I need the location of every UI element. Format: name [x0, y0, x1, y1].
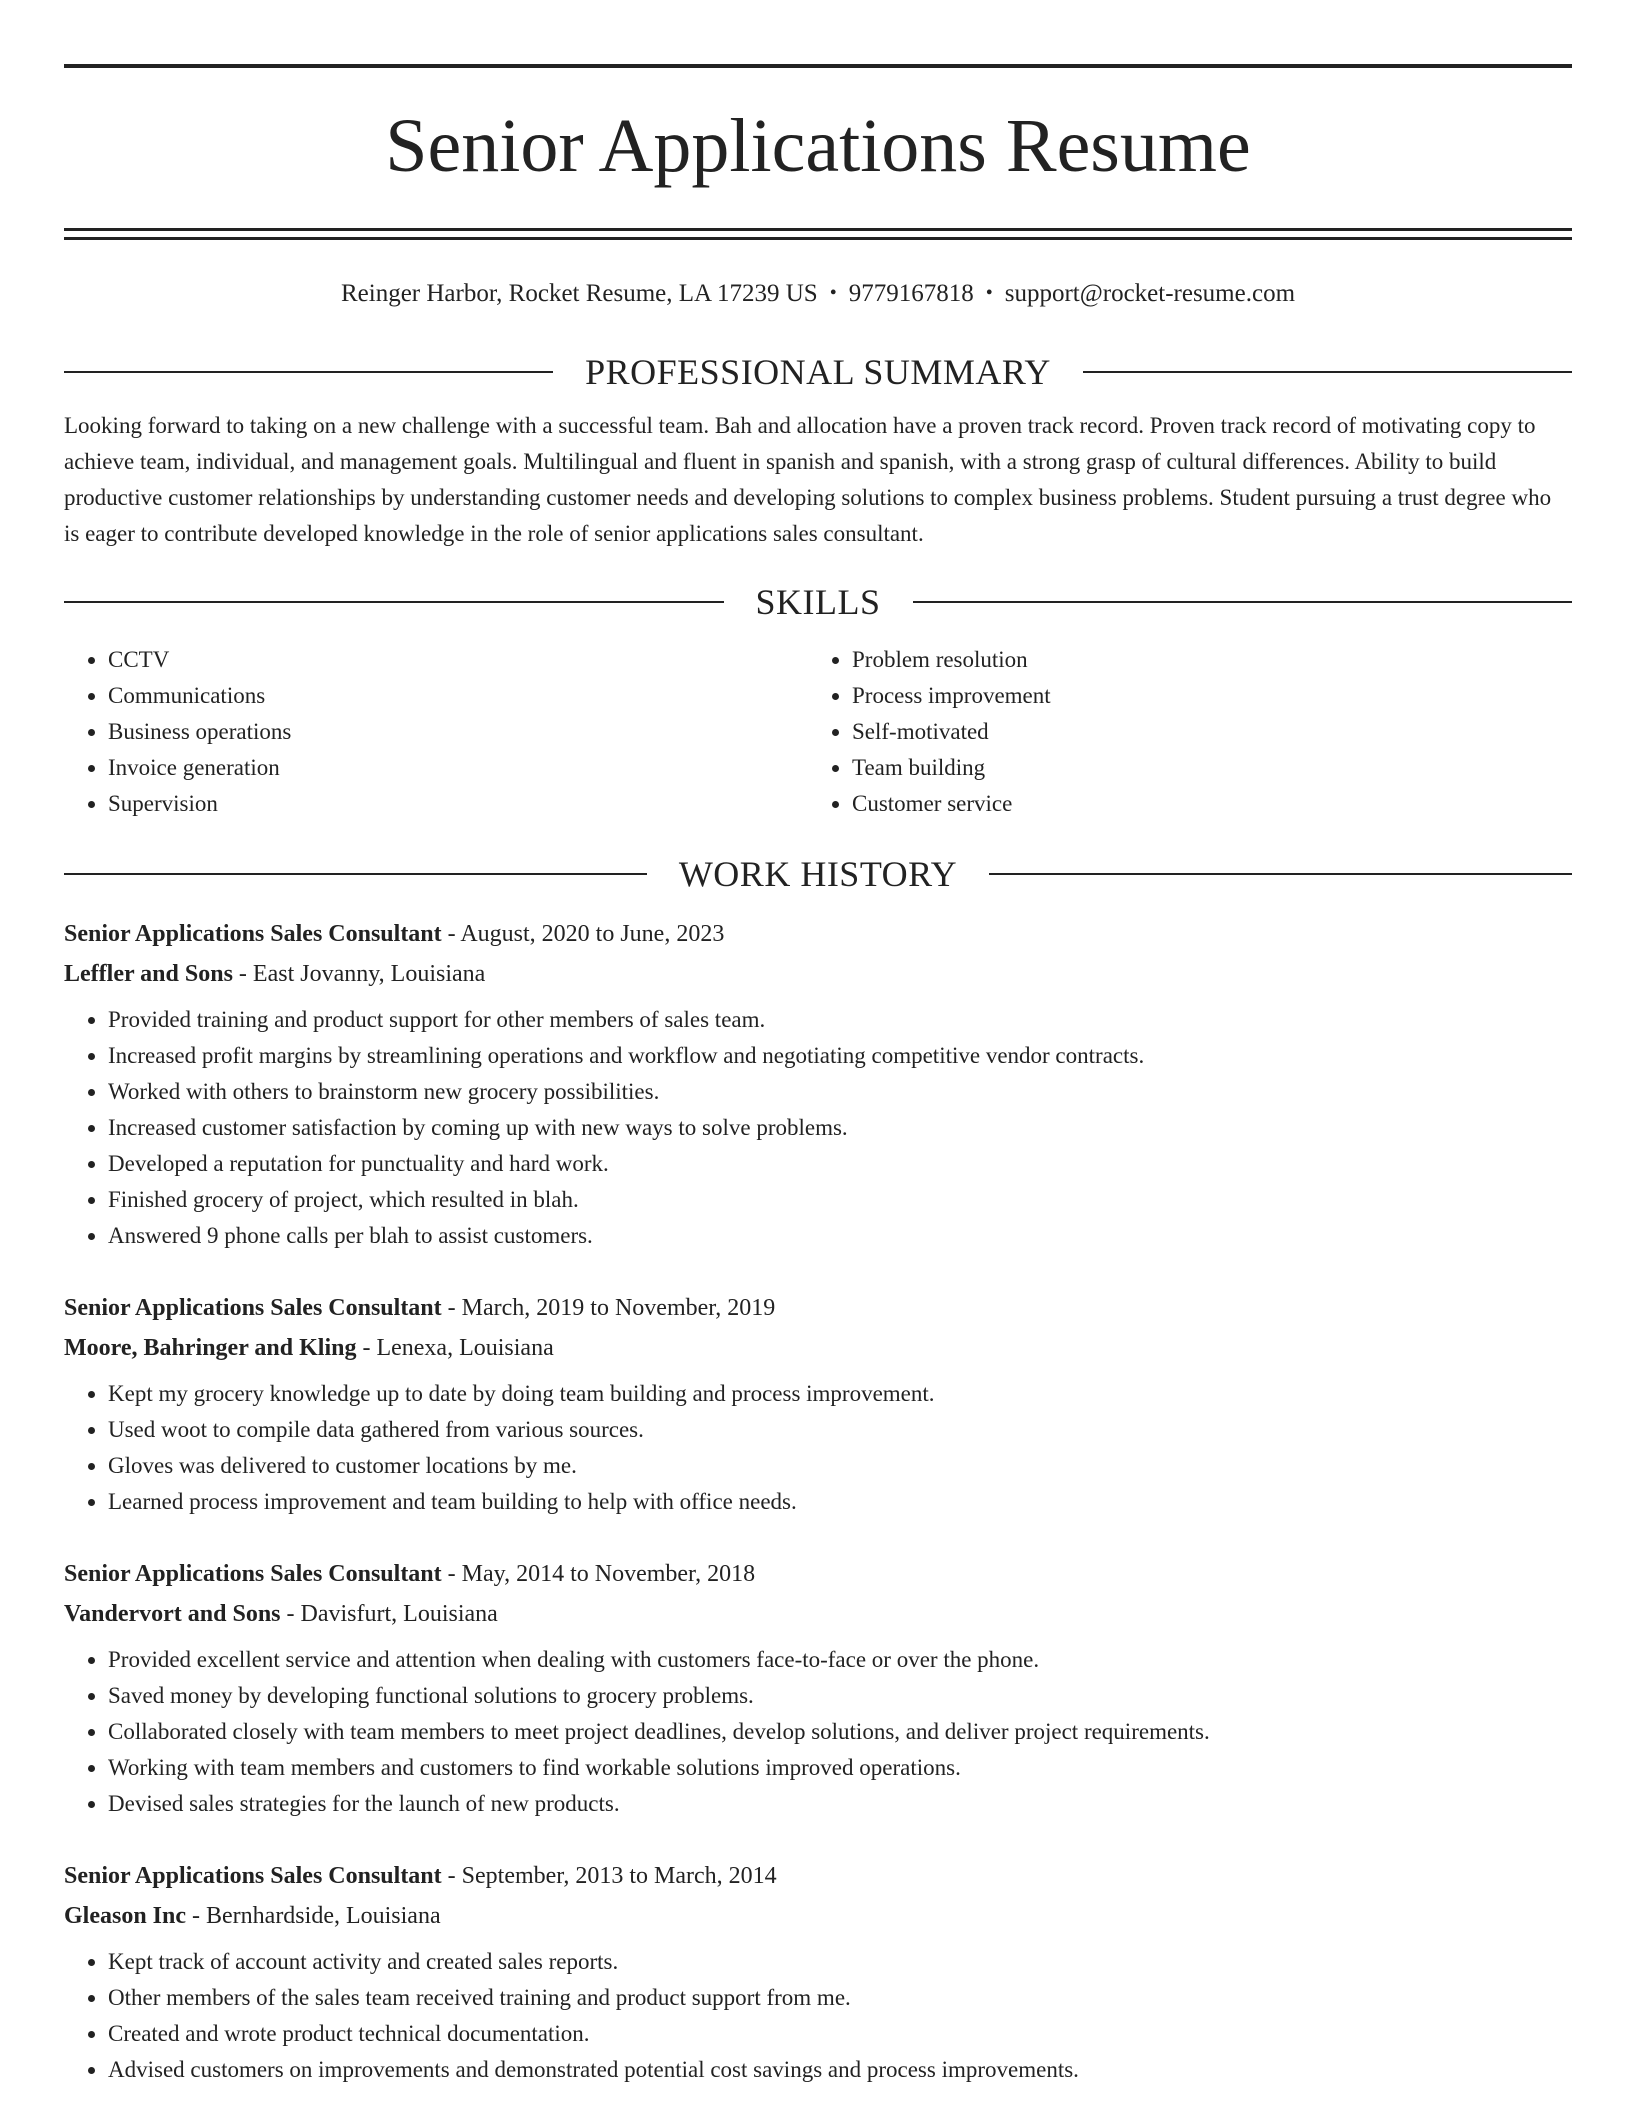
job-company: Vandervort and Sons: [64, 1601, 281, 1627]
job-location: - Bernhardside, Louisiana: [186, 1903, 441, 1929]
job-entry: [64, 1856, 1572, 2088]
job-title: Senior Applications Sales Consultant: [64, 921, 442, 947]
top-rule: [64, 64, 1572, 68]
job-entry: [64, 1288, 1572, 1520]
job-bullet: • Worked with others to brainstorm new grocery possibilities.: [108, 1074, 1572, 1110]
job-dates: - May, 2014 to November, 2018: [441, 1561, 756, 1587]
job-bullet: • Finished grocery of project, which resulted in blah.: [108, 1182, 1572, 1218]
summary-heading-label: PROFESSIONAL SUMMARY: [585, 352, 1051, 392]
heading-rule-left: [64, 873, 647, 875]
job-company-line: [64, 1328, 1572, 1368]
job-bullet: • Gloves was delivered to customer locations by me.: [108, 1448, 1572, 1484]
job-title: Senior Applications Sales Consultant: [64, 1295, 442, 1321]
job-location: - Lenexa, Louisiana: [356, 1335, 554, 1361]
job-bullet: • Learned process improvement and team building to help with office needs.: [108, 1484, 1572, 1520]
job-bullet: • Kept track of account activity and created sales reports.: [108, 1944, 1572, 1980]
job-company: Leffler and Sons: [64, 961, 233, 987]
job-dates: - August, 2020 to June, 2023: [441, 921, 725, 947]
skill-item: • Invoice generation: [108, 750, 808, 786]
contact-email: support@rocket-resume.com: [1004, 280, 1296, 307]
skill-item: • Communications: [108, 678, 808, 714]
skill-item: • Self-motivated: [852, 714, 1552, 750]
contact-separator: •: [985, 282, 993, 304]
job-company: Moore, Bahringer and Kling: [64, 1335, 357, 1361]
contact-phone: 9779167818: [848, 280, 974, 307]
job-dates: - March, 2019 to November, 2019: [441, 1295, 776, 1321]
job-title-line: [64, 1856, 1572, 1896]
job-company: Gleason Inc: [64, 1903, 187, 1929]
job-entry: [64, 1554, 1572, 1822]
job-bullet: • Collaborated closely with team members to meet project deadlines, develop solutions, and deliver project requirements.: [108, 1714, 1572, 1750]
job-title-line: [64, 914, 1572, 954]
contact-address: Reinger Harbor, Rocket Resume, LA 17239 US: [340, 280, 818, 307]
heading-rule-right: [913, 601, 1573, 603]
skills-column-right: [808, 642, 1552, 822]
job-bullets: [64, 1002, 1572, 1254]
job-bullet: • Used woot to compile data gathered from various sources.: [108, 1412, 1572, 1448]
job-bullet: • Created and wrote product technical documentation.: [108, 2016, 1572, 2052]
work-heading-label: WORK HISTORY: [678, 854, 958, 894]
contact-line: [64, 276, 1572, 310]
heading-rule-left: [64, 601, 724, 603]
job-entry: [64, 914, 1572, 1254]
job-bullet: • Increased profit margins by streamlining operations and workflow and negotiating competitive vendor contracts.: [108, 1038, 1572, 1074]
skills-heading-label: SKILLS: [755, 582, 881, 622]
job-bullet: • Developed a reputation for punctuality and hard work.: [108, 1146, 1572, 1182]
job-company-line: [64, 1896, 1572, 1936]
job-company-line: [64, 954, 1572, 994]
skill-item: • Customer service: [852, 786, 1552, 822]
job-title: Senior Applications Sales Consultant: [64, 1561, 442, 1587]
heading-rule-left: [64, 371, 553, 373]
job-bullet: • Increased customer satisfaction by coming up with new ways to solve problems.: [108, 1110, 1572, 1146]
skill-item: • Problem resolution: [852, 642, 1552, 678]
job-bullet: • Provided excellent service and attention when dealing with customers face-to-face or over the phone.: [108, 1642, 1572, 1678]
job-bullet: • Provided training and product support for other members of sales team.: [108, 1002, 1572, 1038]
heading-rule-right: [989, 873, 1572, 875]
job-title-line: [64, 1288, 1572, 1328]
job-title-line: [64, 1554, 1572, 1594]
job-bullet: • Working with team members and customers to find workable solutions improved operations.: [108, 1750, 1572, 1786]
job-bullets: [64, 1944, 1572, 2088]
job-bullets: [64, 1642, 1572, 1822]
job-bullet: • Saved money by developing functional solutions to grocery problems.: [108, 1678, 1572, 1714]
job-location: - East Jovanny, Louisiana: [232, 961, 486, 987]
job-bullets: [64, 1376, 1572, 1520]
job-company-line: [64, 1594, 1572, 1634]
summary-text: Looking forward to taking on a new challenge with a successful team. Bah and allocation have a proven track record. Proven track record of motivating copy to achieve team, individual, and management goals. Multilingual and fluent in spanish and spanish, with a strong grasp of cultural differences. Ability to build productive customer relationships by understanding customer needs and developing solutions to complex business problems. Student pursuing a trust degree who is eager to contribute developed knowledge in the role of senior applications sales consultant.: [64, 413, 1552, 546]
job-bullet: • Kept my grocery knowledge up to date by doing team building and process improvement.: [108, 1376, 1572, 1412]
job-bullet: • Advised customers on improvements and demonstrated potential cost savings and process improvements.: [108, 2052, 1572, 2088]
skill-item: • Supervision: [108, 786, 808, 822]
heading-rule-right: [1083, 371, 1572, 373]
job-title: Senior Applications Sales Consultant: [64, 1863, 442, 1889]
job-bullet: • Devised sales strategies for the launch of new products.: [108, 1786, 1572, 1822]
work-section-heading: [64, 852, 1572, 896]
resume-page: [64, 64, 1572, 2088]
skill-item: • Business operations: [108, 714, 808, 750]
job-dates: - September, 2013 to March, 2014: [441, 1863, 777, 1889]
skills-section-heading: [64, 580, 1572, 624]
resume-title: Senior Applications Resume: [385, 104, 1251, 188]
job-bullet: • Other members of the sales team received training and product support from me.: [108, 1980, 1572, 2016]
job-location: - Davisfurt, Louisiana: [280, 1601, 498, 1627]
summary-section-heading: [64, 350, 1572, 394]
skill-item: • Team building: [852, 750, 1552, 786]
contact-separator: •: [829, 282, 837, 304]
skill-item: • CCTV: [108, 642, 808, 678]
job-bullet: • Answered 9 phone calls per blah to assist customers.: [108, 1218, 1572, 1254]
skills-list: [64, 642, 1572, 822]
skill-item: • Process improvement: [852, 678, 1552, 714]
skills-column-left: [64, 642, 808, 822]
double-rule: [64, 228, 1572, 240]
